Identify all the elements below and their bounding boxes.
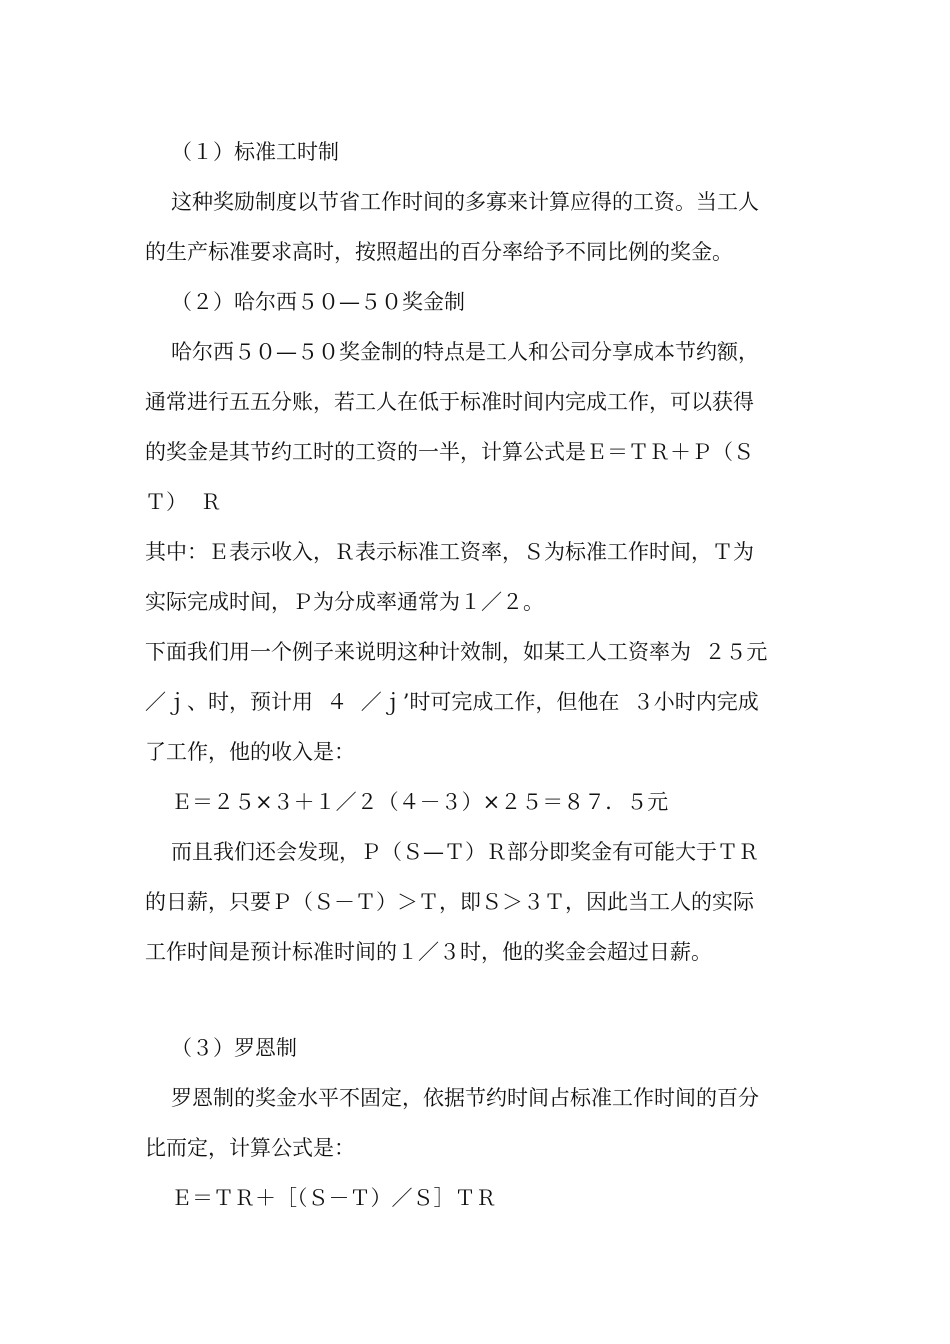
paragraph-line: 了工作，他的收入是： <box>145 740 355 764</box>
paragraph-line: 的奖金是其节约工时的工资的一半，计算公式是Ｅ＝ＴＲ＋Ｐ（Ｓ <box>145 440 754 464</box>
paragraph-line: 的日薪，只要Ｐ（Ｓ－Ｔ）＞Ｔ，即Ｓ＞３Ｔ，因此当工人的实际 <box>145 890 754 914</box>
section-heading: （２）哈尔西５０—５０奖金制 <box>171 290 465 314</box>
paragraph-line: 实际完成时间，Ｐ为分成率通常为１／２。 <box>145 590 544 614</box>
section-heading: （１）标准工时制 <box>171 140 339 164</box>
section-heading: （３）罗恩制 <box>171 1036 297 1060</box>
paragraph-line: 通常进行五五分账，若工人在低于标准时间内完成工作，可以获得 <box>145 390 754 414</box>
paragraph-line: 而且我们还会发现，Ｐ（Ｓ—Ｔ）Ｒ部分即奖金有可能大于ＴＲ <box>171 840 759 864</box>
paragraph-line: ／ｊ、时，预计用 ４ ／ｊ’时可完成工作，但他在 ３小时内完成 <box>145 690 759 714</box>
paragraph-line: 哈尔西５０—５０奖金制的特点是工人和公司分享成本节约额， <box>171 340 759 364</box>
paragraph-line: 工作时间是预计标准时间的１／３时，他的奖金会超过日薪。 <box>145 940 712 964</box>
formula-line: Ｅ＝ＴＲ＋［（Ｓ－Ｔ）／Ｓ］ＴＲ <box>171 1186 497 1210</box>
paragraph-line: 比而定，计算公式是： <box>145 1136 355 1160</box>
paragraph-line: Ｔ） Ｒ <box>145 490 222 514</box>
paragraph-line: 其中：Ｅ表示收入，Ｒ表示标准工资率，Ｓ为标准工作时间，Ｔ为 <box>145 540 754 564</box>
paragraph-line: 罗恩制的奖金水平不固定，依据节约时间占标准工作时间的百分 <box>171 1086 759 1110</box>
paragraph-line: 这种奖励制度以节省工作时间的多寡来计算应得的工资。当工人 <box>171 190 759 214</box>
paragraph-line: 下面我们用一个例子来说明这种计效制，如某工人工资率为 ２５元 <box>145 640 768 664</box>
paragraph-line: 的生产标准要求高时，按照超出的百分率给予不同比例的奖金。 <box>145 240 733 264</box>
formula-line: Ｅ＝２５×３＋１／２（４－３）×２５＝８７．５元 <box>171 790 669 814</box>
